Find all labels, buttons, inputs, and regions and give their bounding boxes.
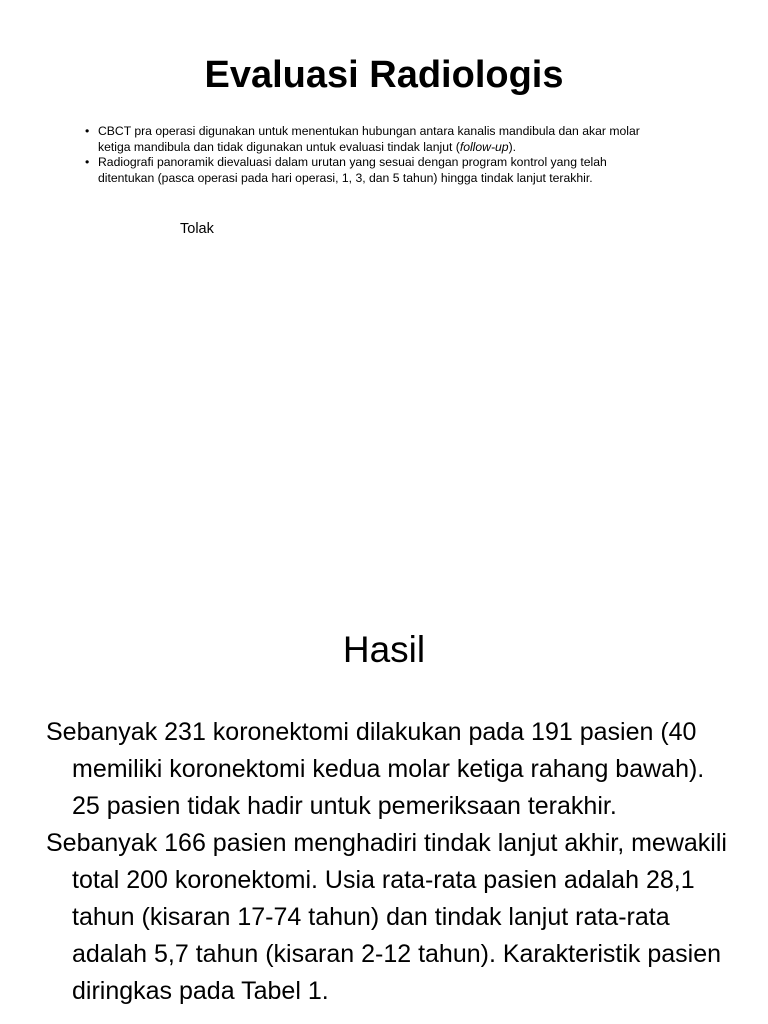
bullet-text: Radiografi panoramik dievaluasi dalam urutan yang sesuai dengan program kontrol yang telah ditentukan (pasca operasi pada hari operasi, 1, 3, dan 5 tahun) hingga tindak lanjut terakhir. — [98, 155, 607, 185]
bullet-item — [82, 124, 642, 155]
bullet-item — [82, 155, 642, 186]
bullet-dot-icon: • — [85, 155, 90, 169]
slide-title: Evaluasi Radiologis — [204, 54, 564, 96]
bullet-list — [82, 124, 642, 186]
paragraph: Sebanyak 166 pasien menghadiri tindak lanjut akhir, mewakili total 200 koronektomi. Usia rata-rata pasien adalah 28,1 tahun (kisaran 17-74 tahun) dan tindak lanjut rata-rata adalah 5,7 tahun (kisaran 2-12 tahun). Karakteristik pasien diringkas pada Tabel 1. — [46, 829, 727, 1005]
slide-title: Hasil — [342, 629, 426, 670]
bullet-emphasis: follow-up — [459, 139, 509, 154]
body-text — [46, 714, 736, 1010]
bullet-dot-icon: • — [85, 124, 90, 138]
bullet-text: CBCT pra operasi digunakan untuk menentukan hubungan antara kanalis mandibula dan akar molar ketiga mandibula dan tidak digunakan untuk evaluasi tindak lanjut ( — [98, 124, 640, 154]
paragraph: Sebanyak 231 koronektomi dilakukan pada 191 pasien (40 memiliki koronektomi kedua molar ketiga rahang bawah). 25 pasien tidak hadir untuk pemeriksaan terakhir. — [46, 718, 705, 820]
note-text: Tolak — [180, 221, 214, 237]
slide-hasil — [0, 576, 768, 1024]
bullet-text-end: ). — [508, 139, 517, 154]
